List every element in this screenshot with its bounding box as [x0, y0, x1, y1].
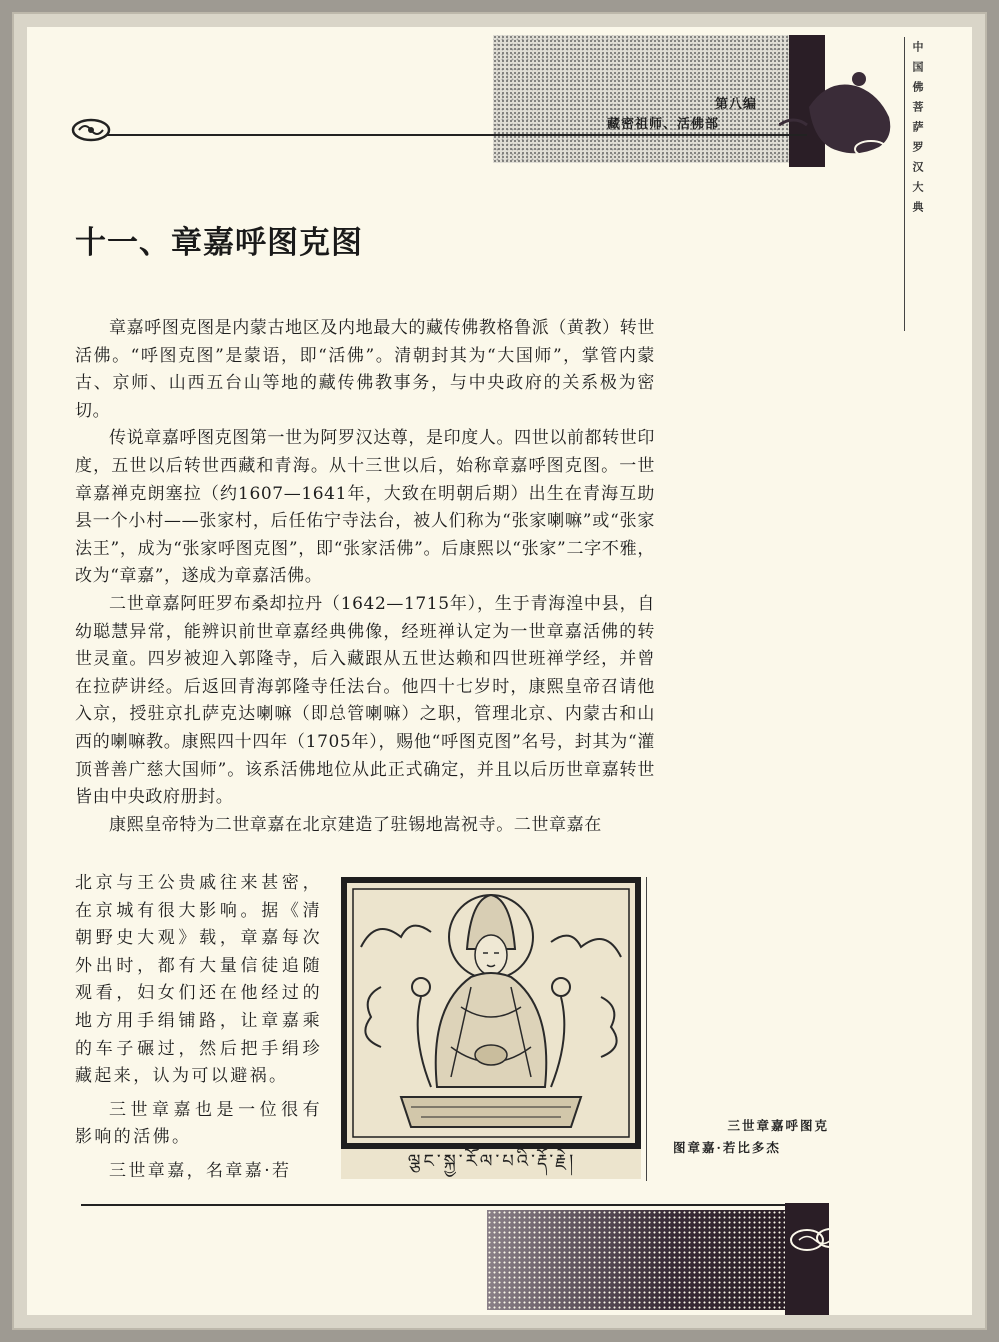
- paragraph: 三世章嘉，名章嘉·若: [109, 1160, 292, 1181]
- section-title: 十一、章嘉呼图克图: [75, 225, 363, 261]
- footer-rule: [81, 1204, 797, 1206]
- tibetan-inscription: ལྕང་སྐྱ་རོལ་པའི་རྡོ་རྗེ།: [407, 1151, 577, 1172]
- book-page: [27, 27, 972, 1315]
- paragraph: 章嘉呼图克图是内蒙古地区及内地最大的藏传佛教格鲁派（黄教）转世活佛。“呼图克图”是蒙语，即“活佛”。清朝封其为“大国师”，掌管内蒙古、京师、山西五台山等地的藏传佛教事务，与中央政府的关系极为密切。: [75, 318, 655, 421]
- part-title: 藏密祖师、活佛部: [607, 117, 720, 132]
- figure-rule: [646, 877, 647, 1181]
- header-ornament-icon: [779, 67, 897, 163]
- footer-gradient-band: [487, 1210, 787, 1310]
- footer-dark-bar: [785, 1203, 829, 1315]
- paragraph: 北京与王公贵戚往来甚密，在京城有很大影响。据《清朝野史大观》载，章嘉每次外出时，都有大量信徒追随观看，妇女们还在他经过的地方用手绢铺路，让章嘉乘的车子碾过，然后把手绢珍藏起来，认为可以避祸。: [75, 873, 322, 1087]
- body-text: [75, 315, 655, 839]
- book-side-title: 中国佛菩萨罗汉大典: [911, 41, 924, 221]
- caption-line: 图章嘉·若比多杰: [673, 1140, 781, 1155]
- paragraph: 康熙皇帝特为二世章嘉在北京建造了驻锡地嵩祝寺。二世章嘉在: [109, 814, 602, 835]
- cloud-scroll-icon: [71, 117, 111, 143]
- paragraph: 二世章嘉阿旺罗布桑却拉丹（1642—1715年），生于青海湟中县，自幼聪慧异常，能辨识前世章嘉经典佛像，经班禅认定为一世章嘉活佛的转世灵童。四岁被迎入郭隆寺，后入藏跟从五世达赖和四世班禅学经，并曾在拉萨讲经。后返回青海郭隆寺任法台。他四十七岁时，康熙皇帝召请他入京，授驻京扎萨克达喇嘛（即总管喇嘛）之职，管理北京、内蒙古和山西的喇嘛教。康熙四十四年（1705年），赐他“呼图克图”名号，封其为“灌顶普善广慈大国师”。该系活佛地位从此正式确定，并且以后历世章嘉转世皆由中央政府册封。: [75, 593, 655, 808]
- part-number: 第八编: [715, 97, 758, 112]
- paragraph: 传说章嘉呼图克图第一世为阿罗汉达尊，是印度人。四世以前都转世印度，五世以后转世西藏和青海。从十三世以后，始称章嘉呼图克图。一世章嘉禅克朗塞拉（约1607—1641年，大致在明朝后期）出生在青海互助县一个小村——张家村，后任佑宁寺法台，被人们称为“张家喇嘛”或“张家法王”，成为“张家呼图克图”，即“张家活佛”。后康熙以“张家”二字不雅，改为“章嘉”，遂成为章嘉活佛。: [75, 428, 655, 587]
- footer-cloud-icon: [785, 1222, 855, 1256]
- caption-line: 三世章嘉呼图克: [727, 1118, 829, 1133]
- column-text: [75, 870, 322, 1186]
- side-rule: [904, 37, 905, 331]
- figure-caption: [673, 1115, 843, 1159]
- lama-portrait-image: [341, 877, 641, 1179]
- header-rule: [107, 134, 807, 136]
- paragraph: 三世章嘉也是一位很有影响的活佛。: [75, 1099, 322, 1148]
